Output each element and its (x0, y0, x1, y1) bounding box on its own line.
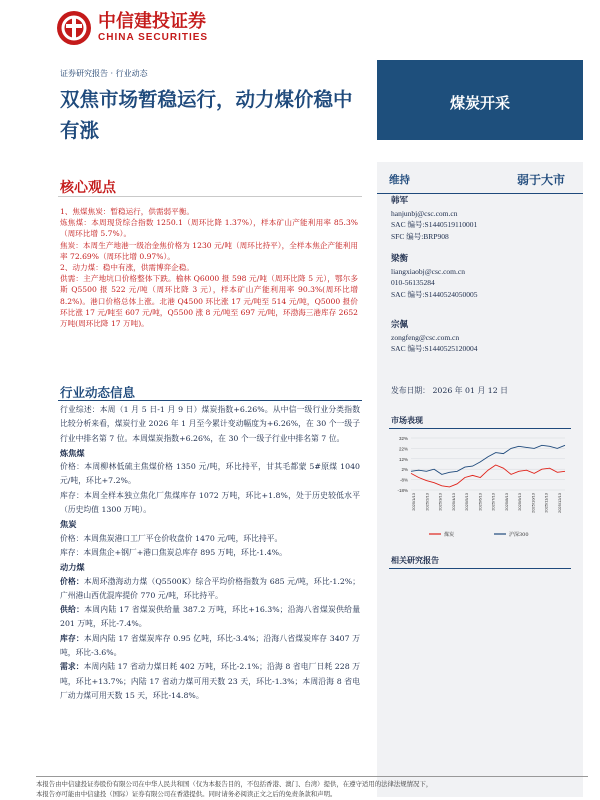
analyst-name: 韩军 (391, 196, 409, 206)
thermal-coal-supply-text: 本周内陆 17 省煤炭供给量 387.2 万吨，环比+16.3%；沿海八省煤炭供给量 201 万吨，环比-7.4%。 (60, 605, 360, 629)
x-tick-label: 2025/11/13 (543, 493, 549, 513)
sector-banner-label: 煤炭开采 (449, 94, 510, 112)
coking-coal-stock: 库存：本周全样本独立焦化厂焦煤库存 1072 万吨，环比+1.8%，处于历史较低水平（历史均值 1300 万吨）。 (60, 490, 360, 515)
page-title: 双焦市场暂稳运行，动力煤价稳中有涨 (60, 88, 353, 142)
core-paragraph: 焦炭：本周生产地港一级冶金焦价格为 1230 元/吨（周环比持平），全样本焦企产能利用率 72.69%（周环比增 0.97%）。 (60, 240, 358, 261)
core-paragraph: 2、动力煤：稳中有涨，供需博弈企稳。 (60, 263, 194, 273)
x-tick-label: 2025/1/13 (411, 493, 416, 511)
analyst-name: 梁衡 (391, 254, 409, 264)
x-tick-label: 2025/2/13 (424, 493, 430, 511)
rating-label: 维持 (389, 174, 410, 186)
sector-banner (377, 60, 583, 140)
x-tick-label: 2025/9/13 (517, 493, 523, 511)
thermal-coal-price-text: 本周环渤海动力煤（Q5500K）综合平均价格指数为 685 元/吨，环比-1.2%；广州港山西优混库提价 770 元/吨，环比持平。 (60, 576, 361, 600)
thermal-coal-price (60, 575, 360, 604)
analyst-info: SAC 编号:S1440519110001 (391, 220, 478, 229)
analyst-card (391, 320, 477, 355)
footer-disclaimer (36, 779, 596, 799)
x-tick-label: 2025/12/13 (557, 493, 562, 514)
industry-overview: 行业综述：本周（1 月 5 日-1 月 9 日）煤炭指数+6.26%。从中信一级行业分类指数比较分析来看，煤炭行业 2026 年 1 月至今累计变动幅度为+6.26%，在 30 个一级子行业中排名第 7 位。本周煤炭指数+6.26%，在 30 个一级子行业中排名第 7 位。 (60, 405, 360, 443)
keyword: 价格： (60, 576, 84, 586)
thermal-coal-stock (60, 632, 360, 661)
thermal-coal-demand-text: 本周内陆 17 省动力煤日耗 402 万吨，环比-2.1%；沿海 8 省电厂日耗 228 万吨，环比+13.7%；内陆 17 省动力煤可用天数 23 天，环比-1.3%；本周沿海 8 省电厂动力煤可用天数 15 天，环比-14.8%。 (60, 662, 360, 700)
coke-price: 价格：本周焦炭港口工厂平仓价收盘价 1470 元/吨，环比持平。 (60, 533, 283, 543)
legend-label-coal: 煤炭 (444, 532, 455, 538)
x-tick-label: 2025/6/13 (477, 493, 483, 511)
coking-coal-heading: 炼焦煤 (60, 447, 85, 458)
x-tick-label: 2025/4/13 (450, 493, 456, 511)
analyst-card (391, 196, 477, 242)
keyword: 需求： (60, 662, 84, 672)
analyst-card (391, 254, 477, 300)
publish-date: 发布日期： 2026 年 01 月 12 日 (391, 386, 508, 395)
x-tick-label: 2025/5/13 (464, 493, 470, 511)
core-views-heading: 核心观点 (60, 180, 116, 196)
brand-name-cn: 中信建投证券 (98, 11, 206, 32)
footer-line: 本报告由中信建投证券股份有限公司在中华人民共和国（仅为本报告目的，不包括香港、澳门、台湾）提供，在遵守适用的法律法规情况下， (36, 780, 433, 788)
y-tick-label: -8% (399, 477, 408, 483)
divider (389, 428, 571, 429)
y-tick-label: -18% (397, 488, 408, 493)
coking-coal-price: 价格：本周柳林低硫主焦煤价格 1350 元/吨，环比持平，甘其毛都蒙 5#原煤 1040 元/吨，环比+7.2%。 (60, 462, 360, 486)
legend-label-hs300: 沪深300 (509, 532, 529, 538)
y-tick-label: 2% (401, 467, 408, 473)
sidebar (377, 162, 583, 797)
thermal-coal-demand (60, 660, 360, 703)
report-type: 证券研究报告 · 行业动态 (60, 69, 148, 78)
footer-line: 本报告亦可能由中信建投（国际）证券有限公司在香港提供。同时请务必阅读正文之后的免责条款和声明。 (36, 790, 337, 798)
market-performance-chart (389, 432, 571, 542)
y-tick-label: 32% (398, 436, 408, 441)
coke-stock: 库存：本周焦企+钢厂+港口焦炭总库存 895 万吨，环比-1.4%。 (60, 547, 287, 557)
company-logo (56, 10, 208, 46)
analyst-email[interactable]: zongfeng@csc.com.cn (391, 332, 460, 342)
x-tick-label: 2025/10/13 (530, 493, 536, 514)
analyst-info: 010-56135284 (391, 278, 435, 287)
x-tick-label: 2025/7/13 (490, 493, 496, 511)
analyst-info: SAC 编号:S1440524050005 (391, 289, 478, 299)
thermal-coal-supply (60, 603, 360, 632)
rating-value: 弱于大市 (516, 173, 565, 187)
y-tick-label: 22% (398, 446, 408, 452)
x-tick-label: 2025/3/13 (437, 493, 443, 511)
core-views-body (60, 206, 358, 329)
analyst-name: 宗佩 (391, 320, 409, 330)
divider (58, 196, 362, 197)
brand-name-en: CHINA SECURITIES (98, 32, 209, 43)
x-tick-label: 2025/8/13 (503, 493, 509, 511)
thermal-coal-heading: 动力煤 (60, 562, 85, 573)
analyst-info: SAC 编号:S1440525120004 (391, 344, 478, 353)
y-tick-label: 12% (398, 456, 408, 462)
rating-row (377, 162, 583, 194)
related-reports-heading: 相关研究报告 (391, 556, 439, 565)
analyst-email[interactable]: hanjunbj@csc.com.cn (391, 208, 458, 218)
market-performance-heading: 市场表现 (391, 416, 423, 425)
thermal-coal-stock-text: 本周内陆 17 省煤炭库存 0.95 亿吨，环比-3.4%；沿海八省煤炭库存 3407 万吨，环比-3.6%。 (60, 633, 361, 658)
keyword: 供给： (60, 605, 85, 615)
coke-heading: 焦炭 (60, 519, 77, 530)
company-logo-mark-icon (56, 10, 92, 46)
analyst-email[interactable]: liangxiaobj@csc.com.cn (391, 266, 465, 276)
footer-divider (36, 776, 588, 777)
core-paragraph: 供需：主产地坑口价格整体下跌。榆林 Q6000 报 598 元/吨（周环比降 5 元），鄂尔多斯 Q5500 报 522 元/吨（周环比降 3 元），样本矿山产能利用率 90.3%(周环比增 8.2%)。港口价格总体上涨。北港 Q4500 环比涨 17 元/吨至 514 元/吨，Q5000 报价环比涨 17 元/吨至 607 元/吨，Q5500 涨 8 元/吨至 697 元/吨，环渤海三港库存 2652 万吨(周环比降 17 万吨)。 (60, 274, 358, 329)
industry-news-body (60, 403, 360, 703)
divider (58, 400, 362, 401)
core-paragraph: 炼焦煤：本周现货综合指数 1250.1（周环比降 1.37%），样本矿山产能利用率 85.3%（周环比增 5.7%）。 (60, 218, 358, 239)
analyst-info: SFC 编号:BRP908 (391, 231, 449, 241)
divider (389, 568, 571, 569)
industry-news-heading: 行业动态信息 (60, 385, 136, 400)
series-line-coal (411, 465, 565, 487)
core-paragraph: 1、焦煤焦炭：暂稳运行，供需弱平衡。 (60, 207, 194, 216)
keyword: 库存： (60, 633, 84, 643)
